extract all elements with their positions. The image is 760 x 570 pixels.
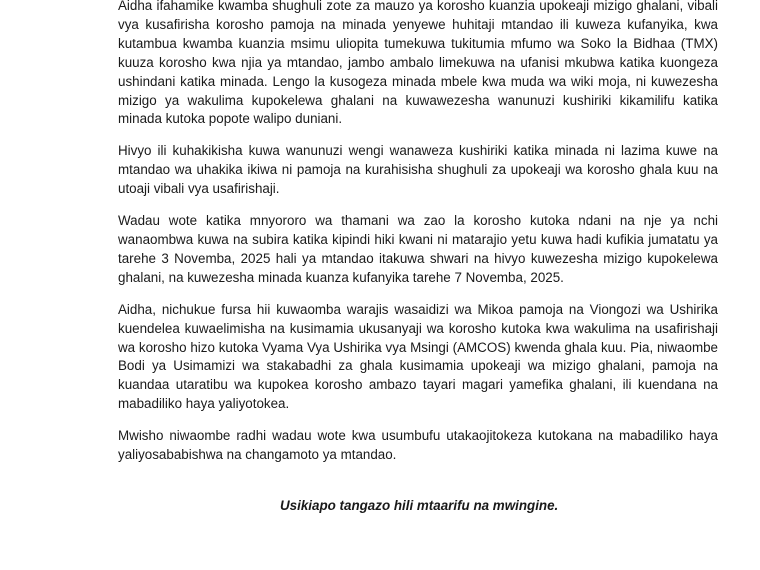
document-body [118, 0, 718, 478]
closing-statement: Usikiapo tangazo hili mtaarifu na mwingine. [280, 498, 559, 513]
paragraph: Mwisho niwaombe radhi wadau wote kwa usumbufu utakaojitokeza kutokana na mabadiliko haya yaliyosababishwa na changamoto ya mtandao. [118, 428, 718, 463]
paragraph: Aidha, nichukue fursa hii kuwaomba warajis wasaidizi wa Mikoa pamoja na Viongozi wa Ushirika kuendelea kuwaelimisha na kusimamia ukusanyaji wa korosho kutoka kwa wakulima na usafirishaji wa korosho hizo kutoka Vyama Vya Ushirika vya Msingi (AMCOS) kwenda ghala kuu. Pia, niwaombe Bodi ya Usimamizi wa stakabadhi za ghala kusimamia upokeaji wa mizigo ghalani, pamoja na kuandaa utaratibu wa kupokea korosho ambazo tayari magari yamefika ghalani, ili kuendana na mabadiliko haya yaliyotokea. [118, 301, 718, 412]
paragraph: Wadau wote katika mnyororo wa thamani wa zao la korosho kutoka ndani na nje ya nchi wanaombwa kuwa na subira katika kipindi hiki kwani ni matarajio yetu kuwa hadi kufikia jumatatu ya tarehe 3 Novemba, 2025 hali ya mtandao itakuwa shwari na hivyo kuwezesha mizigo kupokelewa ghalani, na kuwezesha minada kuanza kufanyika tarehe 7 Novemba, 2025. [118, 213, 718, 285]
paragraph: Hivyo ili kuhakikisha kuwa wanunuzi wengi wanaweza kushiriki katika minada ni lazima kuwe na mtandao wa uhakika ikiwa ni pamoja na kurahisisha shughuli za upokeaji wa korosho ghala kuu na utoaji vibali vya usafirishaji. [118, 143, 718, 197]
paragraph: Aidha ifahamike kwamba shughuli zote za mauzo ya korosho kuanzia upokeaji mizigo ghalani, vibali vya kusafirisha korosho pamoja na minada yenyewe huhitaji mtandao ili kuweza kufanyika, kwa kutambua kwamba kuanzia msimu uliopita tumekuwa tukitumia mfumo wa Soko la Bidhaa (TMX) kuuza korosho kwa njia ya mtandao, jambo ambalo limekuwa na ufanisi mkubwa katika kuongeza ushindani katika minada. Lengo la kusogeza minada mbele kwa muda wa wiki moja, ni kuwezesha mizigo ya wakulima kupokelewa ghalani na kuwawezesha wanunuzi kushiriki kikamilifu katika minada kutoka popote walipo duniani. [118, 0, 718, 127]
